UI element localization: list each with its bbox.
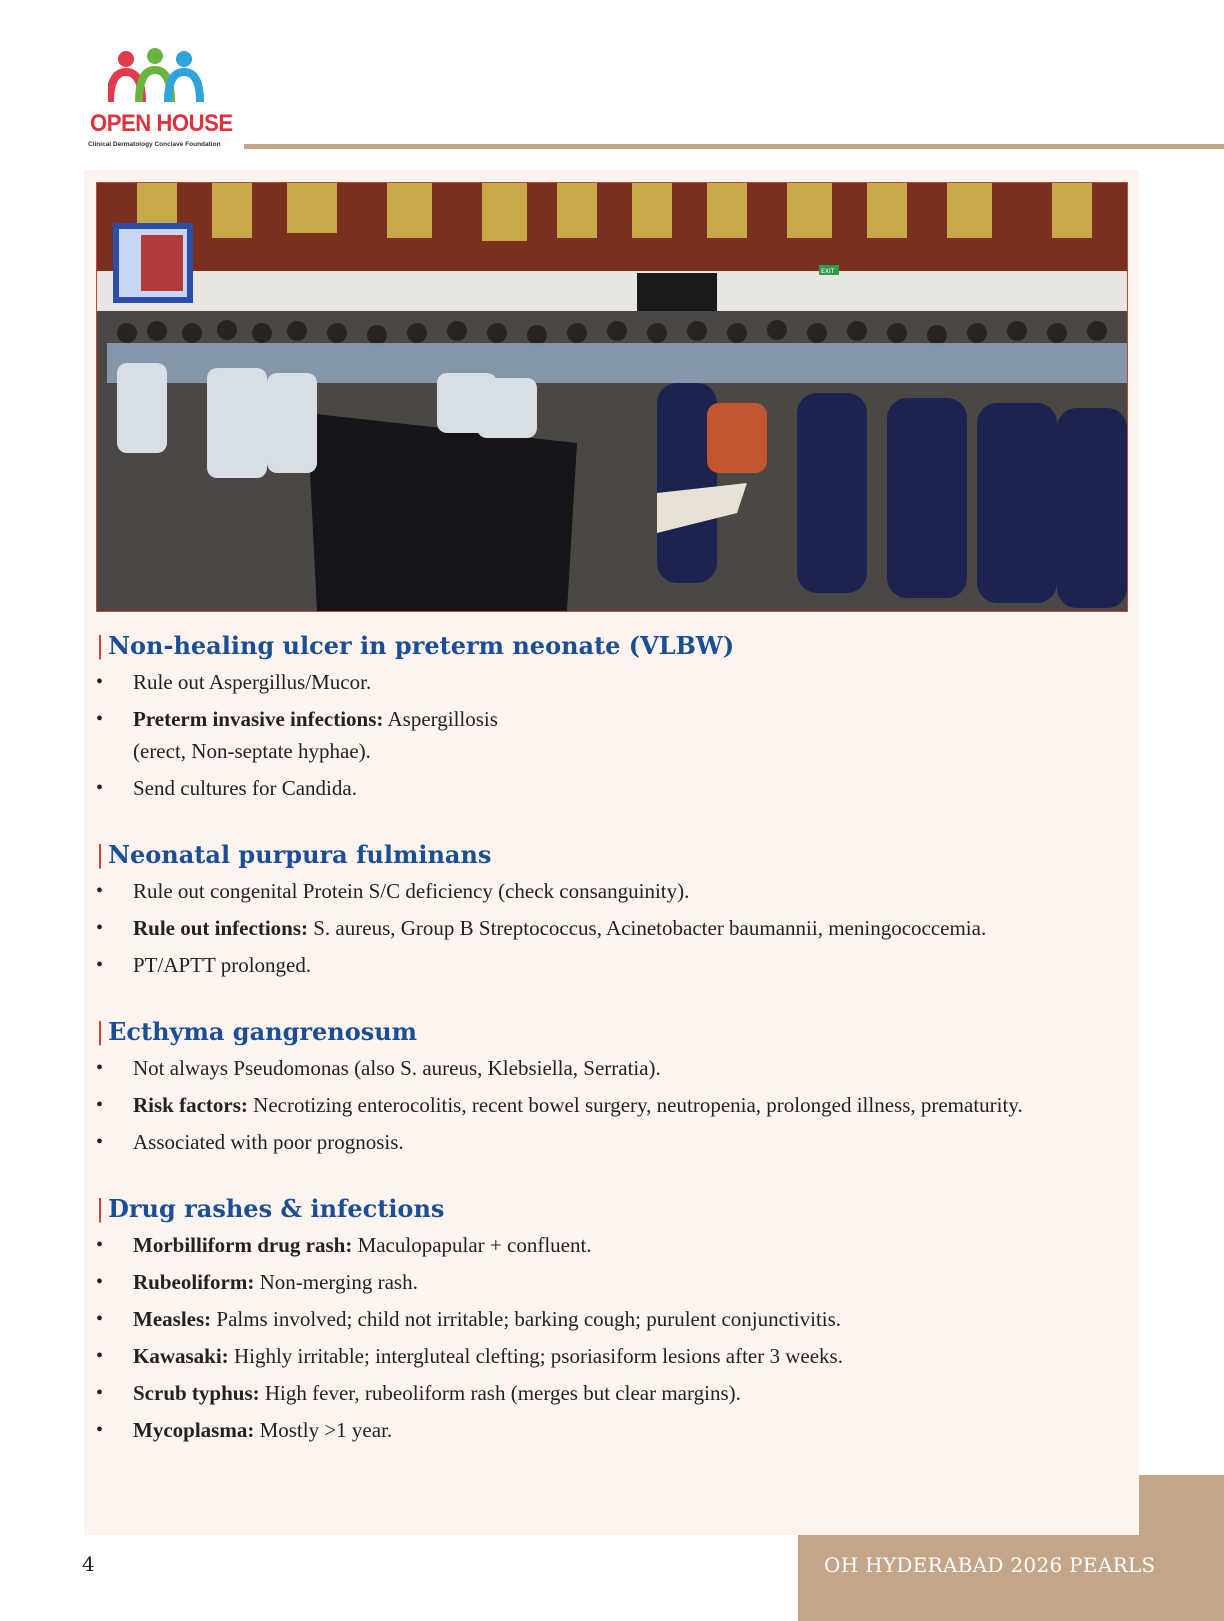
list-item: • PT/APTT prolonged. bbox=[96, 949, 1126, 981]
list-item: • Rule out infections: S. aureus, Group B Streptococcus, Acinetobacter baumannii, meningococcemia. bbox=[96, 912, 1126, 944]
list-item: • Send cultures for Candida. bbox=[96, 772, 1126, 804]
section-title: | Ecthyma gangrenosum bbox=[96, 1017, 418, 1046]
page-number: 4 bbox=[82, 1552, 95, 1576]
accent-bar: | bbox=[96, 1018, 105, 1046]
open-house-logo bbox=[86, 48, 242, 152]
section-title: | Non-healing ulcer in preterm neonate (VLBW) bbox=[96, 631, 735, 660]
exit-sign-text: EXIT bbox=[821, 268, 835, 275]
header-divider bbox=[244, 144, 1224, 149]
conference-audience-photo bbox=[96, 182, 1128, 612]
section-drug-rashes bbox=[96, 1191, 1126, 1446]
list-item: • Risk factors: Necrotizing enterocolitis, recent bowel surgery, neutropenia, prolonged illness, prematurity. bbox=[96, 1089, 1126, 1121]
section-title: | Neonatal purpura fulminans bbox=[96, 840, 492, 869]
logo-subtitle: Clinical Dermatology Conclave Foundation bbox=[88, 141, 221, 148]
article-content bbox=[96, 628, 1126, 1479]
list-item: • Rule out Aspergillus/Mucor. bbox=[96, 666, 1126, 698]
publication-title: OH HYDERABAD 2026 PEARLS bbox=[824, 1553, 1156, 1577]
footer-band bbox=[798, 1535, 1224, 1621]
side-tab-decoration bbox=[1139, 1475, 1224, 1535]
section-purpura-fulminans bbox=[96, 837, 1126, 981]
list-item: • Rule out congenital Protein S/C deficiency (check consanguinity). bbox=[96, 875, 1126, 907]
list-item: • Mycoplasma: Mostly >1 year. bbox=[96, 1414, 1126, 1446]
section-title: | Drug rashes & infections bbox=[96, 1194, 445, 1223]
list-item: • Preterm invasive infections: Aspergillosis (erect, Non-septate hyphae). bbox=[96, 703, 1126, 767]
list-item: • Associated with poor prognosis. bbox=[96, 1126, 1126, 1158]
accent-bar: | bbox=[96, 632, 105, 660]
audience-illustration-icon bbox=[97, 183, 1127, 611]
logo-title: OPEN HOUSE bbox=[90, 110, 233, 137]
list-item: • Rubeoliform: Non-merging rash. bbox=[96, 1266, 1126, 1298]
section-non-healing-ulcer bbox=[96, 628, 1126, 804]
list-item: • Not always Pseudomonas (also S. aureus, Klebsiella, Serratia). bbox=[96, 1052, 1126, 1084]
list-item: • Kawasaki: Highly irritable; intergluteal clefting; psoriasiform lesions after 3 weeks. bbox=[96, 1340, 1126, 1372]
list-item: • Scrub typhus: High fever, rubeoliform rash (merges but clear margins). bbox=[96, 1377, 1126, 1409]
section-ecthyma bbox=[96, 1014, 1126, 1158]
accent-bar: | bbox=[96, 1195, 105, 1223]
accent-bar: | bbox=[96, 841, 105, 869]
list-item: • Morbilliform drug rash: Maculopapular + confluent. bbox=[96, 1229, 1126, 1261]
list-item: • Measles: Palms involved; child not irritable; barking cough; purulent conjunctivitis. bbox=[96, 1303, 1126, 1335]
people-logo-icon bbox=[108, 48, 218, 108]
